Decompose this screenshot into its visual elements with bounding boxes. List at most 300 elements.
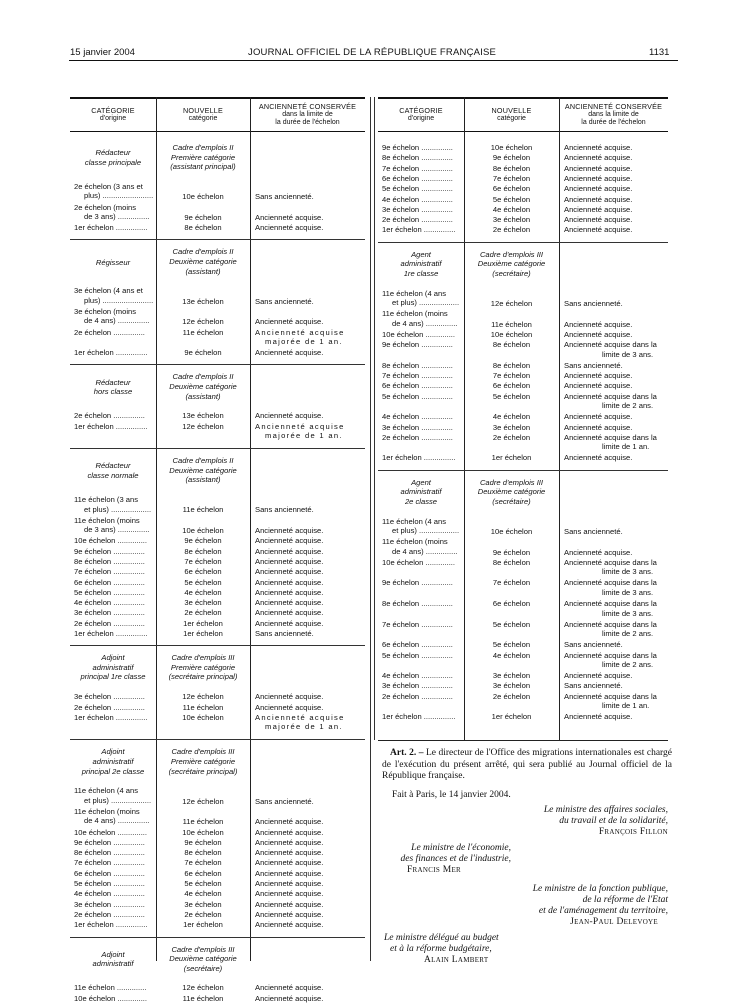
group-new-line: (assistant principal) [170,162,236,172]
group-new-line: Première catégorie [170,662,236,672]
row-new: 5e échelon [492,194,531,204]
group-origin-line: Agent [411,249,431,259]
row-origin [382,340,462,350]
row-origin [382,215,462,225]
row-new: 6e échelon [492,381,531,391]
page-number: 1131 [649,47,670,58]
row-new: 3e échelon [492,422,531,432]
row-origin [382,578,462,588]
journal-title: JOURNAL OFFICIEL DE LA RÉPUBLIQUE FRANÇAISE [248,47,497,58]
row-new: 12e échelon [182,421,224,431]
row-new: 8e échelon [184,546,222,556]
row-seniority [255,713,364,732]
column-divider-inner [374,97,375,740]
row-seniority-line: Ancienneté acquise dans la [564,619,657,629]
group-new-line: Cadre d'emplois II [172,372,234,382]
group-origin-title [70,950,156,969]
group-origin-line: hors classe [93,387,133,397]
row-new: 10e échelon [182,192,224,202]
group-origin-title [70,653,156,682]
row-origin-line: 4e échelon ............... [382,412,453,422]
row-seniority [255,920,364,930]
row-seniority-line: Ancienneté acquise. [255,879,324,888]
group-new-category [158,653,248,682]
row-seniority-line: Ancienneté acquise. [564,153,633,163]
row-seniority [564,558,667,577]
group-separator [378,470,668,471]
row-origin-line: 5e échelon ............... [382,184,453,194]
group-separator [70,448,365,449]
header-new [464,101,559,129]
row-seniority-line: Ancienneté acquise. [255,858,324,868]
row-new: 13e échelon [182,296,224,306]
group-new-line: Première catégorie [170,756,236,766]
row-new: 3e échelon [492,215,531,225]
row-seniority-line: Ancienneté acquise. [564,412,633,422]
header-new-title: NOUVELLE [491,106,532,115]
row-origin [74,203,154,222]
row-origin [74,588,154,598]
row-new: 8e échelon [184,848,222,858]
row-seniority-line: Ancienneté acquise. [255,993,324,1003]
row-seniority-line: Ancienneté acquise dans la [564,432,657,442]
row-seniority-line: Ancienneté acquise. [564,173,633,183]
row-seniority-line: limite de 3 ans. [602,608,654,618]
row-origin [74,920,154,930]
row-origin-line: 3e échelon (4 ans et [74,286,143,296]
row-new: 5e échelon [492,640,531,650]
row-seniority-line: limite de 3 ans. [602,567,654,577]
signature-fonction-publique: Le ministre de la fonction publique, de la réforme de l'Etat et de l'aménagement du territoire, Jean-Paul Delevoye [532,884,668,927]
signature-affaires-sociales: Le ministre des affaires sociales, du travail et de la solidarité, François Fillon [543,805,668,837]
row-new: 7e échelon [184,556,222,566]
row-new: 4e échelon [492,412,531,422]
header-origin [378,101,464,129]
row-seniority [564,361,667,371]
row-seniority-line: limite de 1 an. [602,701,650,711]
row-seniority [564,681,667,691]
row-seniority-line: Ancienneté acquise [255,421,345,431]
row-origin-line: 8e échelon ............... [74,848,145,858]
article-text: Le directeur de l'Office des migrations internationales est chargé de l'exécution du présent arrêté, qui sera publié au Journal officiel de la République française. [382,748,673,781]
row-origin [382,381,462,391]
group-origin-line: principal 1re classe [80,672,146,682]
row-seniority-line: Ancienneté acquise. [564,712,633,722]
row-origin [382,433,462,443]
row-origin [382,423,462,433]
row-origin-line: 2e échelon ............... [382,215,453,225]
row-new: 2e échelon [492,432,531,442]
row-seniority [564,692,667,711]
row-seniority-line: Ancienneté acquise dans la [564,340,657,350]
group-new-category [158,372,248,401]
row-seniority-line: Sans ancienneté. [255,192,314,202]
group-origin-title [378,250,464,279]
row-origin-line: 3e échelon ............... [382,681,453,691]
group-separator [70,739,365,740]
row-seniority [255,588,364,598]
row-seniority-line: Sans ancienneté. [255,629,314,638]
row-new: 6e échelon [492,184,531,194]
group-new-category [158,247,248,276]
row-origin-line: de 4 ans) ............... [392,546,458,556]
row-seniority [255,910,364,920]
row-new: 5e échelon [184,577,222,587]
row-seniority-line: Ancienneté acquise. [564,422,633,432]
group-origin-title [70,378,156,397]
group-separator [70,364,365,365]
row-new: 4e échelon [492,650,531,660]
row-new: 13e échelon [182,411,224,421]
row-seniority [564,225,667,235]
row-seniority-line: Ancienneté acquise. [564,184,633,194]
row-origin [382,174,462,184]
group-new-line: (secrétaire) [492,496,531,506]
row-new: 3e échelon [184,598,222,608]
row-seniority [255,817,364,827]
row-origin-line: 8e échelon ............... [382,599,453,608]
row-seniority-line: Ancienneté acquise. [564,163,633,173]
header-seniority [250,101,365,129]
row-origin-line: de 3 ans) ............... [84,212,150,222]
row-origin-line: 1er échelon ............... [74,421,148,431]
row-origin [382,361,462,371]
row-origin-line: 4e échelon ............... [382,671,453,681]
row-origin-line: de 4 ans) ............... [84,316,150,326]
row-new: 12e échelon [182,317,224,327]
row-origin-line: 7e échelon ............... [382,371,453,380]
group-origin-line: Rédacteur [95,148,131,158]
row-seniority [255,411,364,421]
row-origin [74,598,154,608]
group-origin-line: Rédacteur [95,461,131,471]
row-new: 9e échelon [184,348,222,358]
row-origin [74,848,154,858]
row-seniority [255,526,364,536]
row-origin-line: 2e échelon ............... [382,432,453,442]
group-new-line: Cadre d'emplois III [479,249,544,259]
row-seniority [255,900,364,910]
row-seniority-line: Ancienneté acquise. [564,453,633,463]
row-seniority [564,174,667,184]
header-origin-title: CATÉGORIE [399,106,443,115]
row-origin [74,828,154,838]
row-seniority-line: Ancienneté acquise. [564,671,633,681]
header-seniority [559,101,668,129]
row-origin-line: 2e échelon ............... [74,327,145,337]
row-seniority-line: Ancienneté acquise. [255,868,324,878]
row-seniority-line: Ancienneté acquise. [255,618,324,628]
row-seniority-line: Sans ancienneté. [564,681,623,691]
row-origin-line: et plus) ................... [84,795,152,805]
row-seniority-line: Ancienneté acquise. [564,194,633,204]
row-origin-line: 11e échelon (moins [382,309,448,319]
row-seniority-line: Ancienneté acquise. [255,317,324,327]
row-origin-line: 4e échelon ............... [74,598,145,608]
row-new: 10e échelon [182,712,224,722]
group-new-line: Cadre d'emplois II [172,143,234,152]
row-origin [382,309,462,328]
row-seniority [564,153,667,163]
header-origin-sub: d'origine [407,115,435,122]
header-rule [69,60,678,61]
group-separator [70,239,365,240]
group-new-line: (secrétaire) [183,963,223,973]
row-seniority-line: Ancienneté acquise dans la [564,391,657,401]
signature-budget: Le ministre délégué au budget et à la réforme budgétaire, Alain Lambert [384,933,499,965]
row-seniority-line: Ancienneté acquise. [564,319,633,329]
row-origin [74,889,154,899]
row-new: 1er échelon [491,453,532,463]
row-origin [382,330,462,340]
row-origin [382,143,462,153]
row-seniority-line: limite de 2 ans. [602,660,654,670]
row-origin [382,651,462,661]
row-origin [382,392,462,402]
row-new: 6e échelon [184,868,222,878]
row-origin-line: 3e échelon ............... [382,422,453,432]
row-seniority [564,599,667,618]
row-seniority-line: majorée de 1 an. [265,722,343,732]
row-origin-line: de 4 ans) ............... [392,318,458,328]
row-origin [74,713,154,723]
row-origin [382,453,462,463]
header-new-title: NOUVELLE [183,106,223,115]
row-origin-line: 5e échelon ............... [74,879,145,888]
group-new-line: Cadre d'emplois II [172,247,234,257]
row-origin-line: 3e échelon ............... [74,899,145,909]
row-seniority [255,567,364,577]
row-seniority [255,828,364,838]
row-new: 4e échelon [184,587,222,597]
row-seniority [564,527,667,537]
row-origin [74,807,154,826]
header-seniority-sub2: la durée de l'échelon [275,119,340,126]
row-origin-line: 4e échelon ............... [382,194,453,204]
row-origin-line: 9e échelon ............... [74,837,145,847]
row-seniority-line: Ancienneté acquise. [564,329,633,339]
header-origin-sub: d'origine [99,115,127,122]
header-seniority-sub2: la durée de l'échelon [581,119,646,126]
row-seniority [564,184,667,194]
group-new-category [158,456,248,485]
row-origin-line: 1er échelon ............... [382,453,456,463]
done-at: Fait à Paris, le 14 janvier 2004. [392,790,511,800]
row-origin-line: 5e échelon ............... [74,587,145,597]
row-seniority-line: Ancienneté acquise. [255,889,324,899]
row-origin [382,412,462,422]
row-new: 1er échelon [183,920,223,930]
row-origin-line: 11e échelon (4 ans [382,288,447,298]
row-seniority [564,423,667,433]
group-origin-line: Adjoint [101,653,125,663]
group-new-line: Première catégorie [170,152,236,162]
row-seniority [255,797,364,807]
row-seniority-line: Ancienneté acquise. [255,692,324,702]
row-seniority-line: Ancienneté acquise [255,327,345,337]
row-seniority [564,651,667,670]
row-origin-line: 11e échelon (moins [382,537,448,547]
row-origin [382,599,462,609]
group-separator [378,242,668,243]
group-origin-line: 2e classe [404,496,438,506]
row-new: 9e échelon [184,536,222,546]
row-seniority [564,620,667,639]
row-origin-line: 4e échelon ............... [74,889,145,899]
row-new: 7e échelon [184,858,222,868]
row-origin-line: 1er échelon ............... [74,920,148,930]
row-seniority [564,205,667,215]
row-origin-line: de 3 ans) ............... [84,525,150,535]
row-new: 5e échelon [184,879,222,888]
row-origin [74,786,154,805]
row-new: 6e échelon [184,567,222,577]
row-new: 10e échelon [182,827,224,837]
row-seniority [255,858,364,868]
row-origin [74,422,154,432]
row-seniority-line: Sans ancienneté. [255,505,314,515]
row-seniority-line: Ancienneté acquise. [255,411,324,421]
row-seniority-line: Ancienneté acquise [255,712,345,722]
row-origin [382,289,462,308]
row-seniority-line: limite de 2 ans. [602,629,654,639]
row-new: 10e échelon [490,526,533,536]
row-seniority [564,433,667,452]
row-new: 11e échelon [182,327,224,337]
row-new: 7e échelon [492,578,531,588]
row-new: 1er échelon [183,629,223,638]
row-origin [74,307,154,326]
row-origin-line: 11e échelon (4 ans [74,786,139,796]
group-new-line: (assistant) [185,266,221,276]
row-new: 8e échelon [492,360,531,370]
row-seniority-line: Ancienneté acquise. [255,567,324,577]
row-origin [74,223,154,233]
header-seniority-title: ANCIENNETÉ CONSERVÉE [258,102,357,111]
column-divider [370,97,371,961]
row-new: 5e échelon [492,619,531,629]
group-origin-line: administratif [92,756,134,766]
row-new: 11e échelon [491,319,532,329]
row-origin-line: 8e échelon ............... [74,556,145,566]
row-origin [74,983,154,993]
row-new: 12e échelon [182,796,224,806]
row-seniority [255,348,364,358]
group-new-line: Deuxième catégorie [169,381,237,391]
row-seniority-line: limite de 2 ans. [602,401,654,411]
row-origin-line: 10e échelon .............. [382,329,456,339]
row-seniority-line: Sans ancienneté. [564,526,623,536]
row-origin [382,517,462,536]
row-origin [74,994,154,1003]
row-origin-line: 11e échelon .............. [74,983,147,993]
row-new: 8e échelon [492,163,531,173]
row-seniority-line: Ancienneté acquise. [255,817,324,827]
row-seniority-line: Ancienneté acquise. [255,983,324,993]
row-seniority-line: Ancienneté acquise. [255,587,324,597]
row-seniority [564,671,667,681]
group-origin-line: 1re classe [403,268,439,278]
row-seniority-line: Sans ancienneté. [564,360,623,370]
group-origin-title [378,478,464,507]
row-new: 11e échelon [182,702,224,712]
group-origin-title [70,747,156,776]
row-seniority [564,195,667,205]
row-seniority [255,328,364,347]
row-new: 12e échelon [182,983,224,993]
row-new: 8e échelon [492,557,531,567]
row-origin-line: 9e échelon ............... [74,546,145,556]
row-new: 3e échelon [184,899,222,909]
group-separator [70,937,365,938]
row-seniority-line: Ancienneté acquise. [255,920,324,930]
group-new-line: Cadre d'emplois III [479,477,544,487]
row-origin-line: 1er échelon ............... [382,225,456,235]
row-origin-line: 9e échelon ............... [382,143,453,152]
row-origin [382,184,462,194]
row-seniority [255,692,364,702]
issue-date: 15 janvier 2004 [70,47,135,58]
row-seniority-line: Ancienneté acquise. [564,143,633,152]
row-origin [382,225,462,235]
row-origin-line: 2e échelon ............... [74,702,145,712]
row-seniority-line: Ancienneté acquise. [255,212,324,222]
row-new: 9e échelon [184,837,222,847]
group-origin-line: classe principale [84,157,142,167]
group-origin-title [70,258,156,268]
row-origin [74,557,154,567]
row-origin-line: 2e échelon ............... [74,411,145,421]
row-origin-line: 1er échelon ............... [74,223,148,233]
row-origin [382,164,462,174]
row-origin-line: 3e échelon (moins [74,306,137,316]
row-origin-line: et plus) ................... [84,504,152,514]
row-seniority-line: Ancienneté acquise. [255,577,324,587]
group-separator [70,645,365,646]
row-seniority-line: Ancienneté acquise. [255,546,324,556]
row-seniority [564,548,667,558]
row-seniority [564,412,667,422]
group-new-line: (assistant) [185,391,221,401]
row-seniority [564,215,667,225]
row-origin-line: 6e échelon ............... [74,868,145,878]
group-new-line: Deuxième catégorie [477,487,546,497]
left-table [70,97,365,1003]
row-new: 1er échelon [491,712,532,722]
row-seniority [564,640,667,650]
header-new-sub: catégorie [497,115,526,122]
row-seniority-line: limite de 1 an. [602,442,650,452]
row-new: 9e échelon [184,212,222,222]
row-origin [74,495,154,514]
group-new-line: (secrétaire principal) [168,766,238,776]
row-new: 2e échelon [184,608,222,618]
row-seniority-line: Sans ancienneté. [255,296,314,306]
row-new: 11e échelon [182,817,224,827]
row-new: 3e échelon [492,681,531,691]
row-seniority-line: limite de 3 ans. [602,349,654,359]
row-seniority-line: Ancienneté acquise. [255,348,324,358]
row-origin-line: 6e échelon ............... [382,173,453,183]
row-new: 5e échelon [492,391,531,401]
row-seniority [255,297,364,307]
row-origin [74,286,154,305]
group-origin-line: Rédacteur [95,377,131,387]
group-origin-line: Régisseur [95,257,131,267]
row-origin-line: 6e échelon ............... [382,381,453,391]
row-seniority-line: Ancienneté acquise. [255,909,324,919]
row-new: 7e échelon [492,173,531,183]
